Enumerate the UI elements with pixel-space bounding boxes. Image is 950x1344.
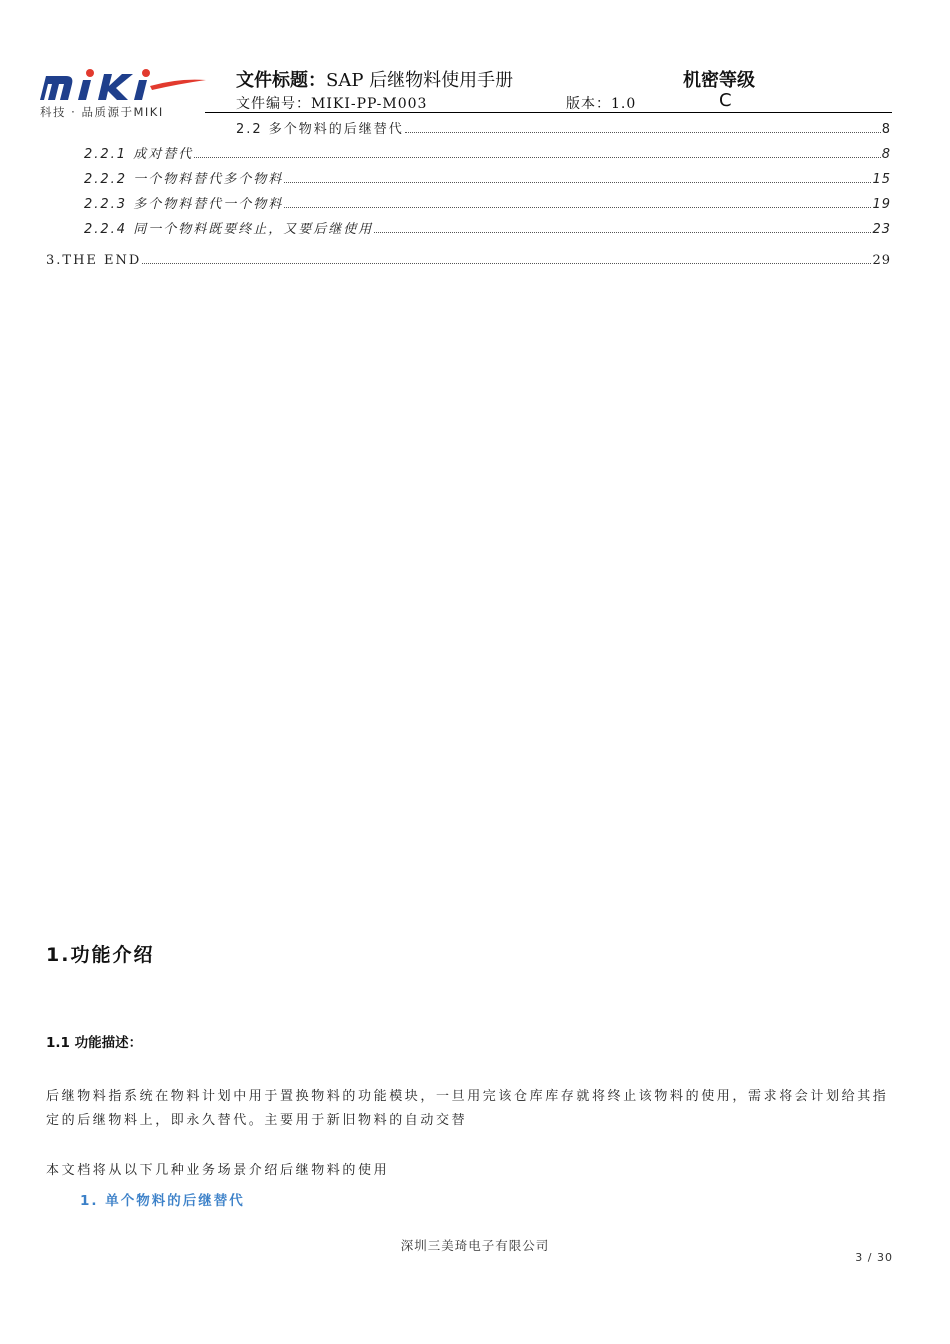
toc-leader	[405, 131, 881, 133]
toc-entry[interactable]	[84, 218, 891, 237]
toc-leader	[194, 156, 881, 158]
toc-entry-text: 2.2.1 成对替代	[84, 147, 194, 162]
toc-leader	[142, 262, 871, 264]
document-version: 版本：1.0	[566, 96, 637, 112]
section-heading: 1.功能介绍	[46, 944, 155, 966]
page-number: 3 / 30	[855, 1251, 893, 1264]
toc-entry-page: 23	[872, 222, 891, 237]
toc-entry-page: 19	[872, 197, 891, 212]
secret-level-label: 机密等级	[683, 70, 755, 91]
paragraph-intro: 本文档将从以下几种业务场景介绍后继物料的使用	[46, 1163, 390, 1178]
subsection-heading: 1.1 功能描述：	[46, 1035, 143, 1051]
paragraph-description: 后继物料指系统在物料计划中用于置换物料的功能模块，一旦用完该仓库库存就将终止该物料的使用，需求将会计划给其指定的后继物料上，即永久替代。主要用于新旧物料的自动交替	[46, 1089, 889, 1128]
footer-company: 深圳三美琦电子有限公司	[400, 1238, 550, 1253]
document-code: 文件编号：MIKI-PP-M003	[236, 96, 428, 112]
toc-entry-page: 15	[872, 172, 891, 187]
title-value: SAP 后继物料使用手册	[326, 70, 514, 91]
toc-entry-page: 8	[881, 147, 891, 162]
toc-entry-page: 8	[881, 122, 891, 137]
toc-entry-text: 2.2.4 同一个物料既要终止，又要后继使用	[84, 222, 374, 237]
toc-entry-page: 29	[872, 253, 891, 268]
toc-entry[interactable]	[84, 193, 891, 212]
toc-leader	[284, 206, 871, 208]
toc-entry-text: 3.THE END	[46, 253, 142, 268]
toc-entry[interactable]	[46, 253, 891, 268]
toc-entry-text: 2.2 多个物料的后继替代	[236, 122, 404, 137]
header-divider	[205, 112, 892, 113]
logo-tagline: 科技 · 品质源于MIKI	[40, 105, 164, 119]
toc-leader	[284, 181, 871, 183]
toc-entry[interactable]	[84, 168, 891, 187]
classification-level: C	[719, 90, 732, 111]
toc-entry-text: 2.2.3 多个物料替代一个物料	[84, 197, 284, 212]
toc-entry-text: 2.2.2 一个物料替代多个物料	[84, 172, 284, 187]
list-item: 1. 单个物料的后继替代	[80, 1193, 245, 1209]
title-label: 文件标题：	[236, 70, 326, 91]
toc-entry[interactable]	[236, 118, 891, 137]
toc-leader	[374, 231, 871, 233]
toc-entry[interactable]	[84, 143, 891, 162]
document-title	[236, 66, 513, 92]
